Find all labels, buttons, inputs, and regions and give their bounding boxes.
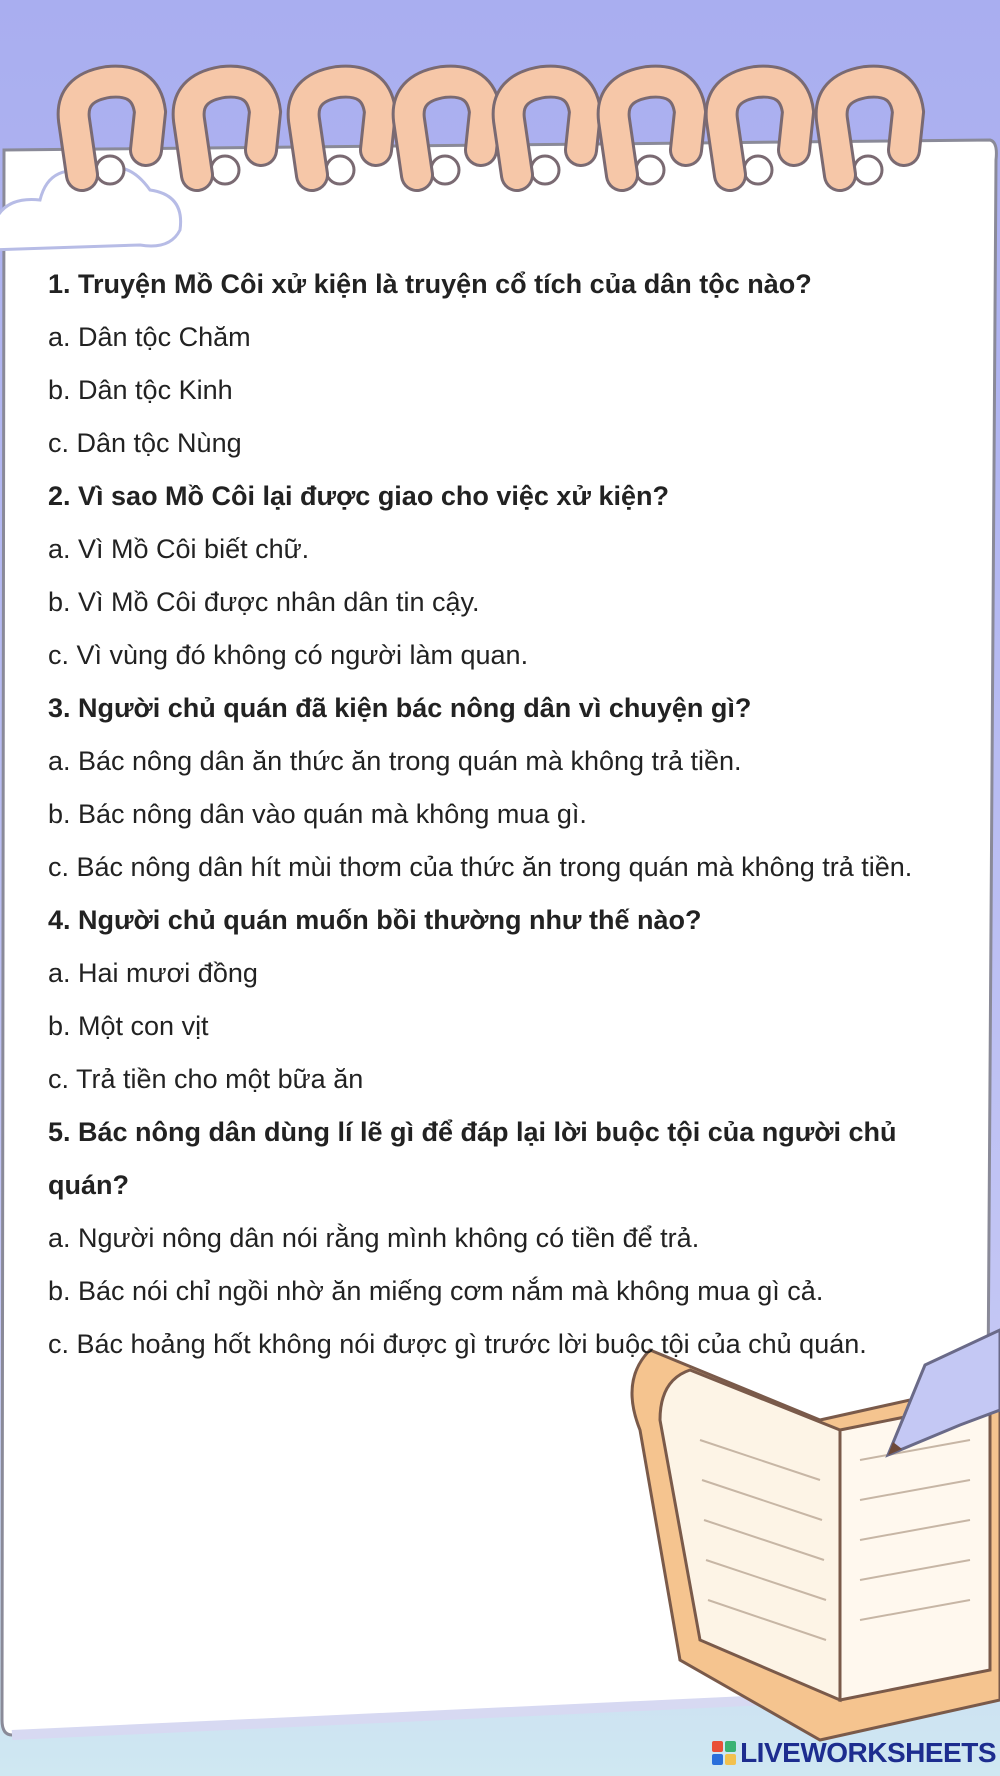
question-block bbox=[48, 894, 948, 1106]
answer-option[interactable]: a. Hai mươi đồng bbox=[48, 958, 258, 988]
answer-option[interactable]: c. Dân tộc Nùng bbox=[48, 428, 242, 458]
question-text: 2. Vì sao Mồ Côi lại được giao cho việc xử kiện? bbox=[48, 481, 669, 511]
question-block bbox=[48, 470, 948, 682]
liveworksheets-logo[interactable] bbox=[712, 1738, 996, 1768]
answer-option[interactable]: a. Dân tộc Chăm bbox=[48, 322, 251, 352]
answer-option[interactable]: a. Người nông dân nói rằng mình không có tiền để trả. bbox=[48, 1223, 700, 1253]
answer-option[interactable]: c. Bác hoảng hốt không nói được gì trước lời buộc tội của chủ quán. bbox=[48, 1329, 867, 1359]
question-text: 3. Người chủ quán đã kiện bác nông dân vì chuyện gì? bbox=[48, 693, 752, 723]
logo-square bbox=[712, 1754, 723, 1765]
answer-option[interactable]: b. Dân tộc Kinh bbox=[48, 375, 233, 405]
answer-option[interactable]: b. Bác nói chỉ ngồi nhờ ăn miếng cơm nắm mà không mua gì cả. bbox=[48, 1276, 824, 1306]
logo-square bbox=[712, 1741, 723, 1752]
question-text: 4. Người chủ quán muốn bồi thường như thế nào? bbox=[48, 905, 702, 935]
answer-option[interactable]: b. Vì Mồ Côi được nhân dân tin cậy. bbox=[48, 587, 480, 617]
logo-square bbox=[725, 1741, 736, 1752]
question-text: 5. Bác nông dân dùng lí lẽ gì để đáp lại lời buộc tội của người chủ quán? bbox=[48, 1117, 897, 1200]
answer-option[interactable]: b. Một con vịt bbox=[48, 1011, 209, 1041]
answer-option[interactable]: b. Bác nông dân vào quán mà không mua gì. bbox=[48, 799, 587, 829]
answer-option[interactable]: a. Vì Mồ Côi biết chữ. bbox=[48, 534, 310, 564]
answer-option[interactable]: a. Bác nông dân ăn thức ăn trong quán mà không trả tiền. bbox=[48, 746, 742, 776]
question-block bbox=[48, 1106, 948, 1371]
answer-option[interactable]: c. Bác nông dân hít mùi thơm của thức ăn trong quán mà không trả tiền. bbox=[48, 852, 913, 882]
answer-option[interactable]: c. Trả tiền cho một bữa ăn bbox=[48, 1064, 364, 1094]
question-list bbox=[48, 258, 948, 1371]
question-block bbox=[48, 258, 948, 470]
logo-square bbox=[725, 1754, 736, 1765]
logo-mark-icon bbox=[712, 1741, 736, 1765]
question-text: 1. Truyện Mồ Côi xử kiện là truyện cổ tích của dân tộc nào? bbox=[48, 269, 812, 299]
answer-option[interactable]: c. Vì vùng đó không có người làm quan. bbox=[48, 640, 529, 670]
logo-text: LIVEWORKSHEETS bbox=[740, 1737, 996, 1768]
question-block bbox=[48, 682, 948, 894]
